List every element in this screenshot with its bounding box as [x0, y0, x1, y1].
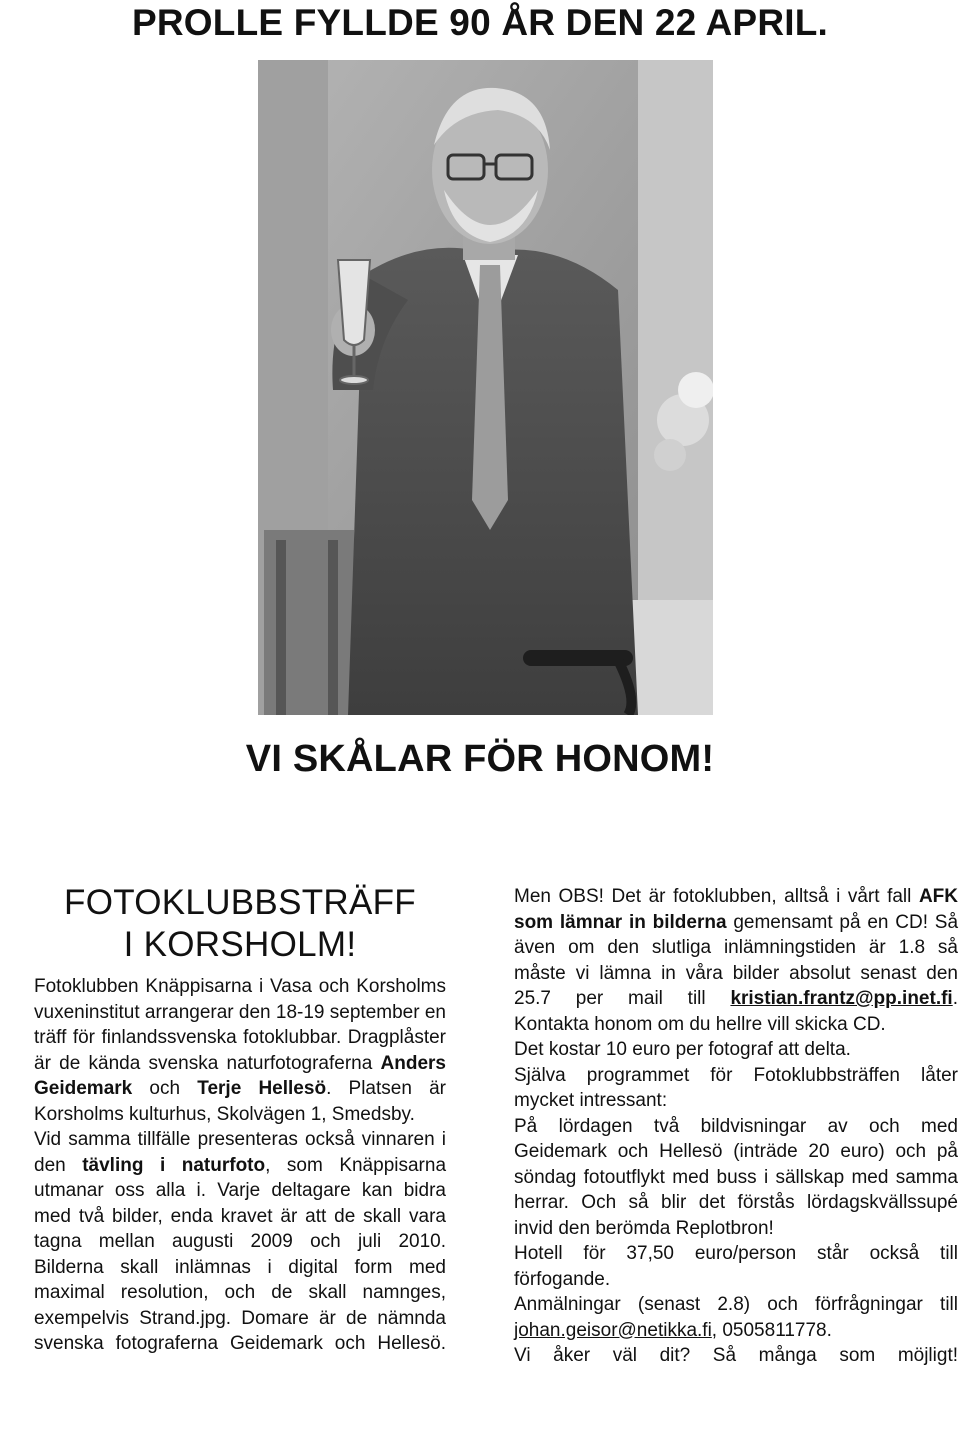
right-paragraph-6 [514, 1292, 958, 1343]
page-headline: PROLLE FYLLDE 90 ÅR DEN 22 APRIL. [132, 2, 828, 43]
article-paragraph-2 [34, 1127, 446, 1357]
right-paragraph-3: Själva programmet för Fotoklubbsträffen låter mycket intressant: [514, 1064, 958, 1111]
right-paragraph-1 [514, 884, 958, 1037]
article-left-column [34, 882, 446, 1357]
p1-and: och [132, 1078, 198, 1099]
p1-text-b: . Platsen är Korsholms kulturhus, Skolvägen 1, Smedsby. [34, 1078, 446, 1125]
p2-text-a: Vid samma tillfälle presenteras också vinnaren i den [34, 1129, 446, 1176]
rp6-text-b: , 0505811778. [711, 1319, 832, 1341]
article-title-line2: I KORSHOLM! [123, 925, 357, 964]
email-link-kristian[interactable]: kristian.frantz@pp.inet.fi [730, 988, 953, 1009]
rp1-text-b: gemensamt på en CD! Så även om den slutliga inlämningstiden är 1.8 så måste vi lämna in våra bilder absolut senast den 25.7 per mail till [514, 911, 959, 1009]
right-paragraph-4: På lördagen två bildvisningar av och med Geidemark och Hellesö (inträde 20 euro) och på söndag fotoutflykt med buss i sällskap med samma herrar. Och så blir det förstås lördagskvällssupé invid den berömda Replotbron! [514, 1115, 958, 1239]
rp1-text-a: Men OBS! Det är fotoklubben, alltså i vårt fall [514, 886, 919, 907]
article-right-column [514, 884, 958, 1369]
photographer-name-2: Terje Hellesö [197, 1078, 327, 1099]
right-paragraph-2: Det kostar 10 euro per fotograf att delta. [514, 1039, 851, 1060]
right-paragraph-7: Vi åker väl dit? Så många som möjligt! [514, 1345, 958, 1366]
article-paragraph-1 [34, 974, 446, 1127]
article-title-line1: FOTOKLUBBSTRÄFF [64, 883, 416, 922]
competition-name: tävling i naturfoto [82, 1154, 266, 1176]
portrait-photo [258, 60, 713, 715]
rp1-text-c: . Kontakta honom om du hellre vill skicka CD. [514, 988, 958, 1035]
rp1-bold: AFK som lämnar in bilderna [514, 886, 958, 933]
rp6-text-a: Anmälningar (senast 2.8) och förfrågningar till [514, 1294, 958, 1315]
photographer-name-1: Anders Geidemark [34, 1052, 446, 1099]
p2-text-b: , som Knäppisarna utmanar oss alla i. Varje deltagare kan bidra med två bilder, enda kravet är att de skall vara tagna mellan augusti 2009 och juli 2010. Bilderna skall inlämnas i digital form med maximal resolution, och de skall namnges, exempelvis Strand.jpg. Domare är de nämnda svenska fotograferna Geidemark och Hellesö. [34, 1154, 447, 1354]
p1-text-a: Fotoklubben Knäppisarna i Vasa och Korsholms vuxeninstitut arrangerar den 18-19 september en träff för finlandssvenska fotoklubbar. Dragplåster är de kända svenska naturfotograferna [34, 976, 446, 1074]
article-title [34, 882, 446, 966]
right-paragraph-5: Hotell för 37,50 euro/person står också till förfogande. [514, 1243, 958, 1290]
email-link-johan[interactable]: johan.geisor@netikka.fi [514, 1319, 712, 1341]
page-subheadline: VI SKÅLAR FÖR HONOM! [245, 738, 715, 780]
photo-illustration [258, 60, 713, 715]
